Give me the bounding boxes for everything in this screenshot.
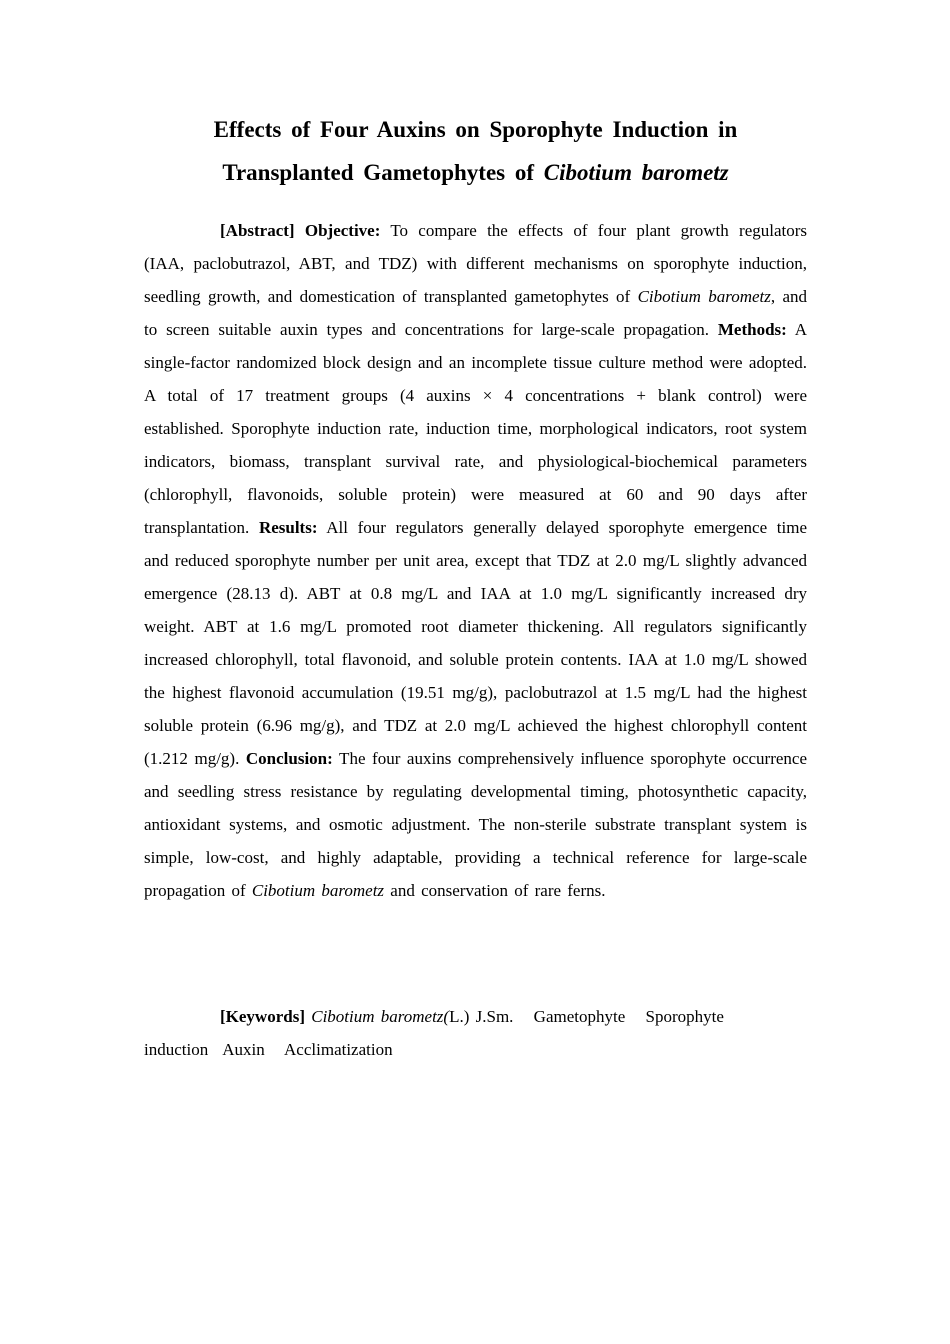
title-line-1: Effects of Four Auxins on Sporophyte Induction in <box>213 117 738 142</box>
keyword-item: Gametophyte <box>533 1007 626 1026</box>
keyword-species: Cibotium barometz( <box>311 1007 450 1026</box>
keyword-species-authority: L.) J.Sm. <box>449 1007 514 1026</box>
title-species: Cibotium barometz <box>543 160 729 185</box>
methods-text: A single-factor randomized block design and an incomplete tissue culture method were adopted. A total of 17 treatment groups (4 auxins × 4 concentrations + blank control) were established. Sporophyte induction rate, induction time, morphological indicators, root system indicators, biomass, transplant survival rate, and physiological-biochemical parameters (chlorophyll, flavonoids, soluble protein) were measured at 60 and 90 days after transplantation. <box>144 320 807 537</box>
abstract-paragraph <box>144 214 807 907</box>
abstract-label: [Abstract] <box>220 221 295 240</box>
objective-species: Cibotium barometz <box>637 287 771 306</box>
objective-text: To compare the effects of four plant growth regulators (IAA, paclobutrazol, ABT, and TDZ) with different mechanisms on sporophyte induction, seedling growth, and domestication of transplanted gametophytes of <box>144 221 808 306</box>
title-line-2: Transplanted Gametophytes of <box>222 160 544 185</box>
objective-label: Objective: <box>304 221 381 240</box>
keywords-label: [Keywords] <box>220 1007 305 1026</box>
conclusion-text: The four auxins comprehensively influence sporophyte occurrence and seedling stress resistance by regulating developmental timing, photosynthetic capacity, antioxidant systems, and osmotic adjustment. The non-sterile substrate transplant system is simple, low-cost, and highly adaptable, providing a technical reference for large-scale propagation of <box>144 749 807 900</box>
methods-label: Methods: <box>717 320 787 339</box>
conclusion-text-2: and conservation of rare ferns. <box>384 881 606 900</box>
keyword-item: Sporophyte induction <box>144 1007 724 1059</box>
results-label: Results: <box>258 518 318 537</box>
results-text: All four regulators generally delayed sporophyte emergence time and reduced sporophyte number per unit area, except that TDZ at 2.0 mg/L slightly advanced emergence (28.13 d). ABT at 0.8 mg/L and IAA at 1.0 mg/L significantly increased dry weight. ABT at 1.6 mg/L promoted root diameter thickening. All regulators significantly increased chlorophyll, total flavonoid, and soluble protein contents. IAA at 1.0 mg/L showed the highest flavonoid accumulation (19.51 mg/g), paclobutrazol at 1.5 mg/L had the highest soluble protein (6.96 mg/g), and TDZ at 2.0 mg/L achieved the highest chlorophyll content (1.212 mg/g). <box>144 518 807 768</box>
conclusion-species: Cibotium barometz <box>251 881 385 900</box>
conclusion-label: Conclusion: <box>245 749 333 768</box>
keyword-item: Acclimatization <box>284 1040 393 1059</box>
objective-text-2: , and to screen suitable auxin types and concentrations for large-scale propagation. <box>144 287 808 339</box>
keywords-paragraph <box>144 1000 807 1066</box>
keyword-item: Auxin <box>222 1040 265 1059</box>
paper-title <box>144 108 807 194</box>
paper-page <box>144 108 807 1083</box>
